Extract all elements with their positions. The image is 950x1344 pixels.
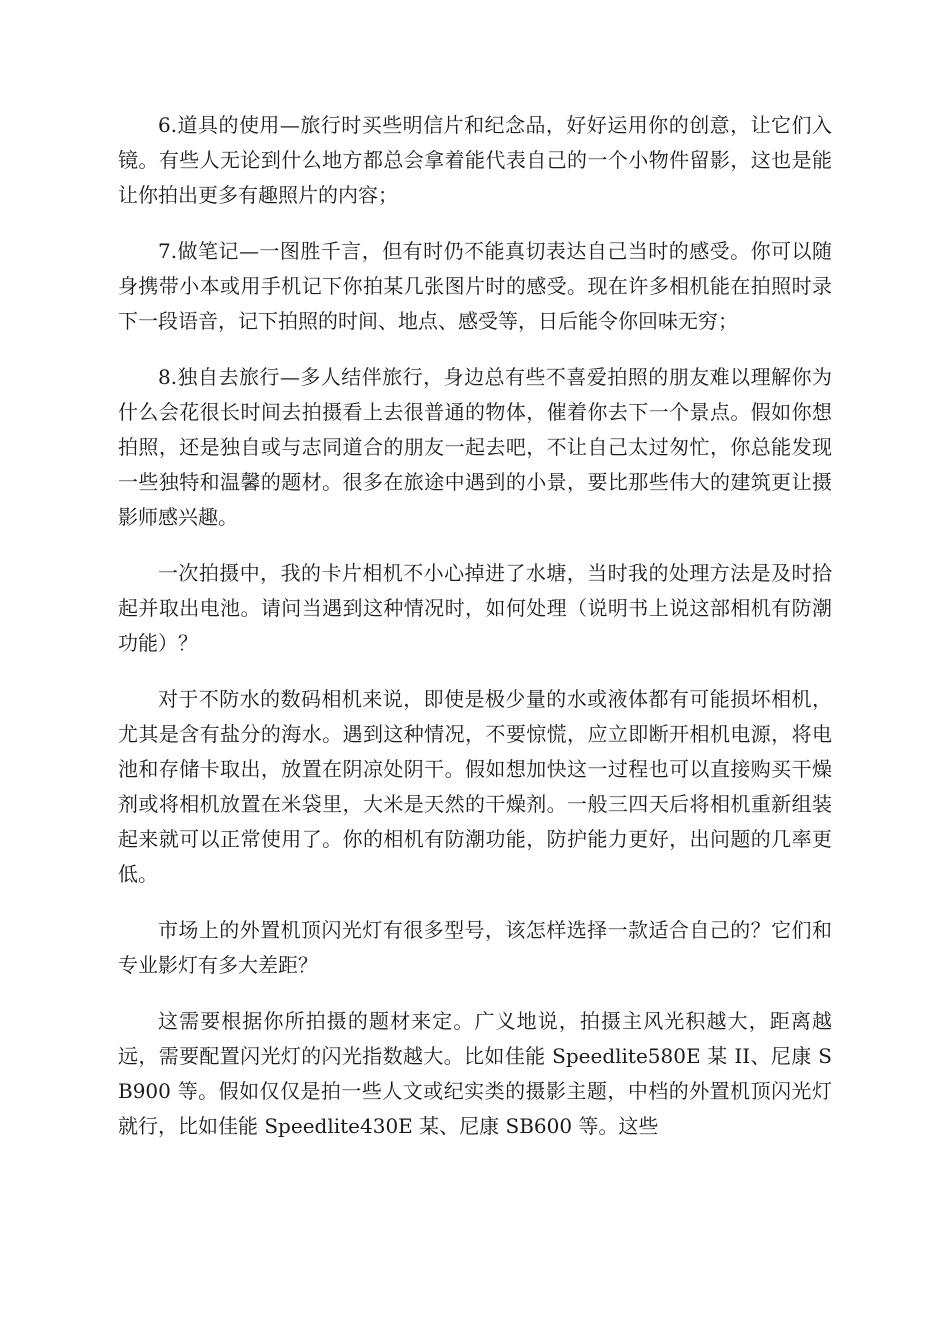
paragraph-answer-flash: 这需要根据你所拍摄的题材来定。广义地说，拍摄主风光积越大，距离越远，需要配置闪光灯的闪光指数越大。比如佳能 Speedlite580E 某 II、尼康 SB900 等。假如仅仅是拍一些人文或纪实类的摄影主题，中档的外置机顶闪光灯就行，比如佳能 Speedlite430E 某、尼康 SB600 等。这些 <box>118 1009 832 1138</box>
paragraph-tip-7-notes: 7.做笔记—一图胜千言，但有时仍不能真切表达自己当时的感受。你可以随身携带小本或用手机记下你拍某几张图片时的感受。现在许多相机能在拍照时录下一段语音，记下拍照的时间、地点、感受等，日后能令你回味无穷； <box>118 239 832 333</box>
paragraph-question-flash: 市场上的外置机顶闪光灯有很多型号，该怎样选择一款适合自己的？它们和专业影灯有多大差距？ <box>118 918 832 977</box>
paragraph-tip-8-solo-travel: 8.独自去旅行—多人结伴旅行，身边总有些不喜爱拍照的朋友难以理解你为什么会花很长时间去拍摄看上去很普通的物体，催着你去下一个景点。假如你想拍照，还是独自或与志同道合的朋友一起去吧，不让自己太过匆忙，你总能发现一些独特和温馨的题材。很多在旅途中遇到的小景，要比那些伟大的建筑更让摄影师感兴趣。 <box>118 365 832 529</box>
paragraph-tip-6-props: 6.道具的使用—旅行时买些明信片和纪念品，好好运用你的创意，让它们入镜。有些人无论到什么地方都总会拿着能代表自己的一个小物件留影，这也是能让你拍出更多有趣照片的内容； <box>118 113 832 207</box>
paragraph-answer-wet-camera: 对于不防水的数码相机来说，即使是极少量的水或液体都有可能损坏相机，尤其是含有盐分的海水。遇到这种情况，不要惊慌，应立即断开相机电源，将电池和存储卡取出，放置在阴凉处阴干。假如想加快这一过程也可以直接购买干燥剂或将相机放置在米袋里，大米是天然的干燥剂。一般三四天后将相机重新组装起来就可以正常使用了。你的相机有防潮功能，防护能力更好，出问题的几率更低。 <box>118 687 832 886</box>
paragraph-question-wet-camera: 一次拍摄中，我的卡片相机不小心掉进了水塘，当时我的处理方法是及时拾起并取出电池。请问当遇到这种情况时，如何处理（说明书上说这部相机有防潮功能）？ <box>118 561 832 655</box>
